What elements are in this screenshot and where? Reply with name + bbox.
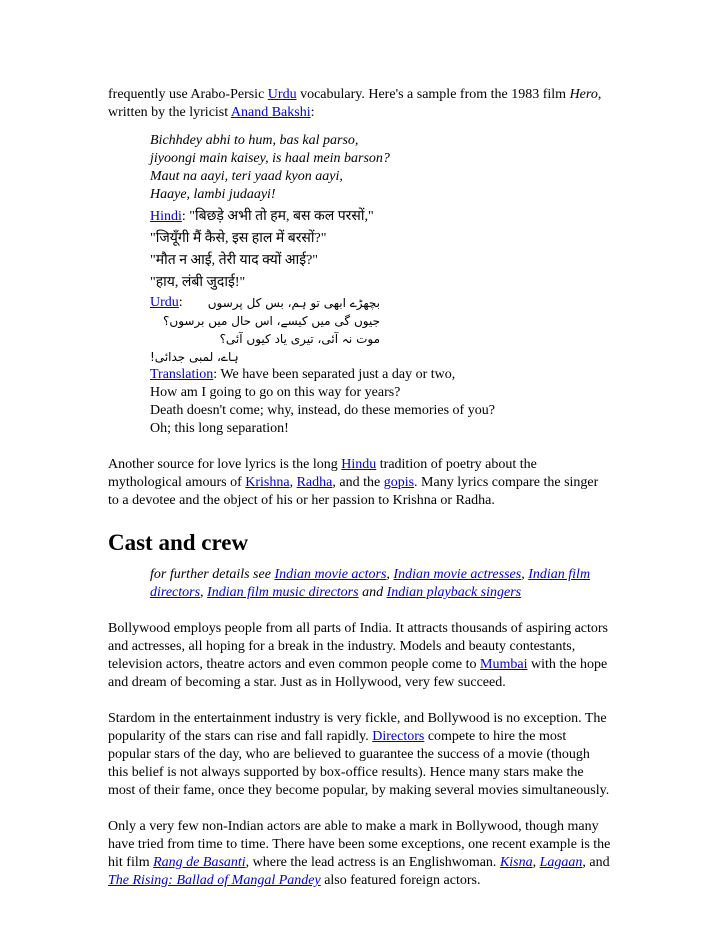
link-rang-de-basanti[interactable]: Rang de Basanti bbox=[153, 855, 246, 870]
text: and dream of becoming a star. Just as in Hollywood, very few succeed. bbox=[108, 675, 506, 690]
urdu-first-line: Urdu: بچھڑے ابھی تو ہم، بس کل پرسوں bbox=[150, 295, 380, 310]
text: most of their fame, once they become popular, by making several movies simultaneously. bbox=[108, 783, 610, 798]
non-indian-actors-paragraph bbox=[108, 818, 628, 890]
link-translation[interactable]: Translation bbox=[150, 367, 214, 382]
text: Stardom in the entertainment industry is very fickle, and Bollywood is no exception. The bbox=[108, 711, 607, 726]
hindi-line: : "बिछड़े अभी तो हम, बस कल परसों," bbox=[181, 209, 374, 224]
urdu-line: موت نہ آئی، تیری یاد کیوں آئی؟ bbox=[219, 332, 380, 346]
urdu-lyrics bbox=[150, 294, 380, 366]
document-body bbox=[108, 86, 628, 890]
hindi-line: "जियूँगी मैं कैसे, इस हाल में बरसों?" bbox=[150, 231, 327, 246]
text: and bbox=[358, 585, 387, 600]
film-title: Hero bbox=[569, 87, 598, 102]
stardom-paragraph bbox=[108, 710, 628, 800]
text: , bbox=[386, 567, 394, 582]
text: popularity of the stars can rise and fall rapidly. bbox=[108, 729, 373, 744]
link-radha[interactable]: Radha bbox=[296, 475, 333, 490]
link-krishna[interactable]: Krishna bbox=[245, 475, 290, 490]
text: mythological amours of bbox=[108, 475, 246, 490]
link-indian-film-music-directors[interactable]: Indian film music directors bbox=[207, 585, 359, 600]
text: this belief is not always supported by box-office results). Hence many stars make the bbox=[108, 765, 584, 780]
link-text: directors bbox=[150, 585, 201, 600]
text: written by the lyricist bbox=[108, 105, 231, 120]
translation-line: : We have been separated just a day or two, bbox=[213, 367, 456, 382]
urdu-line: ہاے، لمبی جدائی! bbox=[150, 350, 239, 364]
text: Another source for love lyrics is the long bbox=[108, 457, 342, 472]
intro-paragraph bbox=[108, 86, 628, 122]
link-hindu[interactable]: Hindu bbox=[341, 457, 377, 472]
urdu-line: جیوں گی میں کیسے، اس حال میں برسوں؟ bbox=[163, 314, 380, 328]
text: and actresses, all hoping for a break in the industry. Models and beauty contestants, bbox=[108, 639, 576, 654]
hindi-line: "हाय, लंबी जुदाई!" bbox=[150, 275, 246, 290]
translation-line: Oh; this long separation! bbox=[150, 421, 289, 436]
text: tradition of poetry about the bbox=[376, 457, 537, 472]
lyric-line: jiyoongi main kaisey, is haal mein barson? bbox=[150, 151, 390, 166]
text: frequently use Arabo-Persic bbox=[108, 87, 268, 102]
link-urdu-lyrics[interactable]: Urdu bbox=[150, 295, 179, 310]
link-gopis[interactable]: gopis bbox=[383, 475, 415, 490]
urdu-line: بچھڑے ابھی تو ہم، بس کل پرسوں bbox=[207, 296, 380, 310]
link-kisna[interactable]: Kisna bbox=[499, 855, 533, 870]
text: , and bbox=[582, 855, 610, 870]
text: have tried from time to time. There have been some exceptions, one recent example is the bbox=[108, 837, 611, 852]
text: , bbox=[532, 855, 540, 870]
text: , where the lead actress is an Englishwoman. bbox=[245, 855, 500, 870]
translation-line: Death doesn't come; why, instead, do these memories of you? bbox=[150, 403, 495, 418]
translation-line: How am I going to go on this way for years? bbox=[150, 385, 401, 400]
lyric-line: Haaye, lambi judaayi! bbox=[150, 187, 276, 202]
text: . Many lyrics compare the singer bbox=[414, 475, 599, 490]
link-text: Indian film bbox=[528, 567, 591, 582]
link-directors[interactable]: Directors bbox=[372, 729, 425, 744]
roman-lyrics bbox=[150, 132, 628, 204]
link-indian-playback-singers[interactable]: Indian playback singers bbox=[386, 585, 522, 600]
further-details-note bbox=[150, 566, 628, 602]
hindi-lyrics bbox=[150, 206, 628, 294]
link-the-rising[interactable]: The Rising: Ballad of Mangal Pandey bbox=[108, 873, 321, 888]
text: vocabulary. Here's a sample from the 1983 film bbox=[296, 87, 570, 102]
text: also featured foreign actors. bbox=[320, 873, 481, 888]
lyrics-block bbox=[150, 132, 628, 438]
text: , bbox=[521, 567, 529, 582]
link-indian-movie-actresses[interactable]: Indian movie actresses bbox=[393, 567, 522, 582]
text: with the hope bbox=[527, 657, 608, 672]
hindi-line: "मौत न आई, तेरी याद क्यों आई?" bbox=[150, 253, 319, 268]
section-heading-cast-and-crew: Cast and crew bbox=[108, 530, 249, 555]
link-mumbai[interactable]: Mumbai bbox=[480, 657, 528, 672]
text: , and the bbox=[332, 475, 384, 490]
link-lagaan[interactable]: Lagaan bbox=[539, 855, 583, 870]
text: compete to hire the most bbox=[424, 729, 567, 744]
link-indian-movie-actors[interactable]: Indian movie actors bbox=[274, 567, 387, 582]
link-anand-bakshi[interactable]: Anand Bakshi bbox=[230, 105, 311, 120]
text: Bollywood employs people from all parts of India. It attracts thousands of aspiring actors bbox=[108, 621, 609, 636]
text: , bbox=[289, 475, 297, 490]
text: television actors, theatre actors and even common people come to bbox=[108, 657, 481, 672]
link-hindi[interactable]: Hindi bbox=[150, 209, 182, 224]
translation-lyrics bbox=[150, 366, 628, 438]
hindu-tradition-paragraph bbox=[108, 456, 628, 510]
text: for further details see bbox=[150, 567, 275, 582]
text: hit film bbox=[108, 855, 154, 870]
link-urdu[interactable]: Urdu bbox=[267, 87, 297, 102]
text: , bbox=[597, 87, 602, 102]
bollywood-employs-paragraph bbox=[108, 620, 628, 692]
text: to a devotee and the object of his or her passion to Krishna or Radha. bbox=[108, 493, 495, 508]
lyric-line: Maut na aayi, teri yaad kyon aayi, bbox=[150, 169, 343, 184]
text: , bbox=[200, 585, 208, 600]
text: : bbox=[310, 105, 315, 120]
text: popular stars of the day, who are believed to guarantee the success of a movie (though bbox=[108, 747, 590, 762]
text: Only a very few non-Indian actors are able to make a mark in Bollywood, though many bbox=[108, 819, 599, 834]
lyric-line: Bichhdey abhi to hum, bas kal parso, bbox=[150, 133, 359, 148]
